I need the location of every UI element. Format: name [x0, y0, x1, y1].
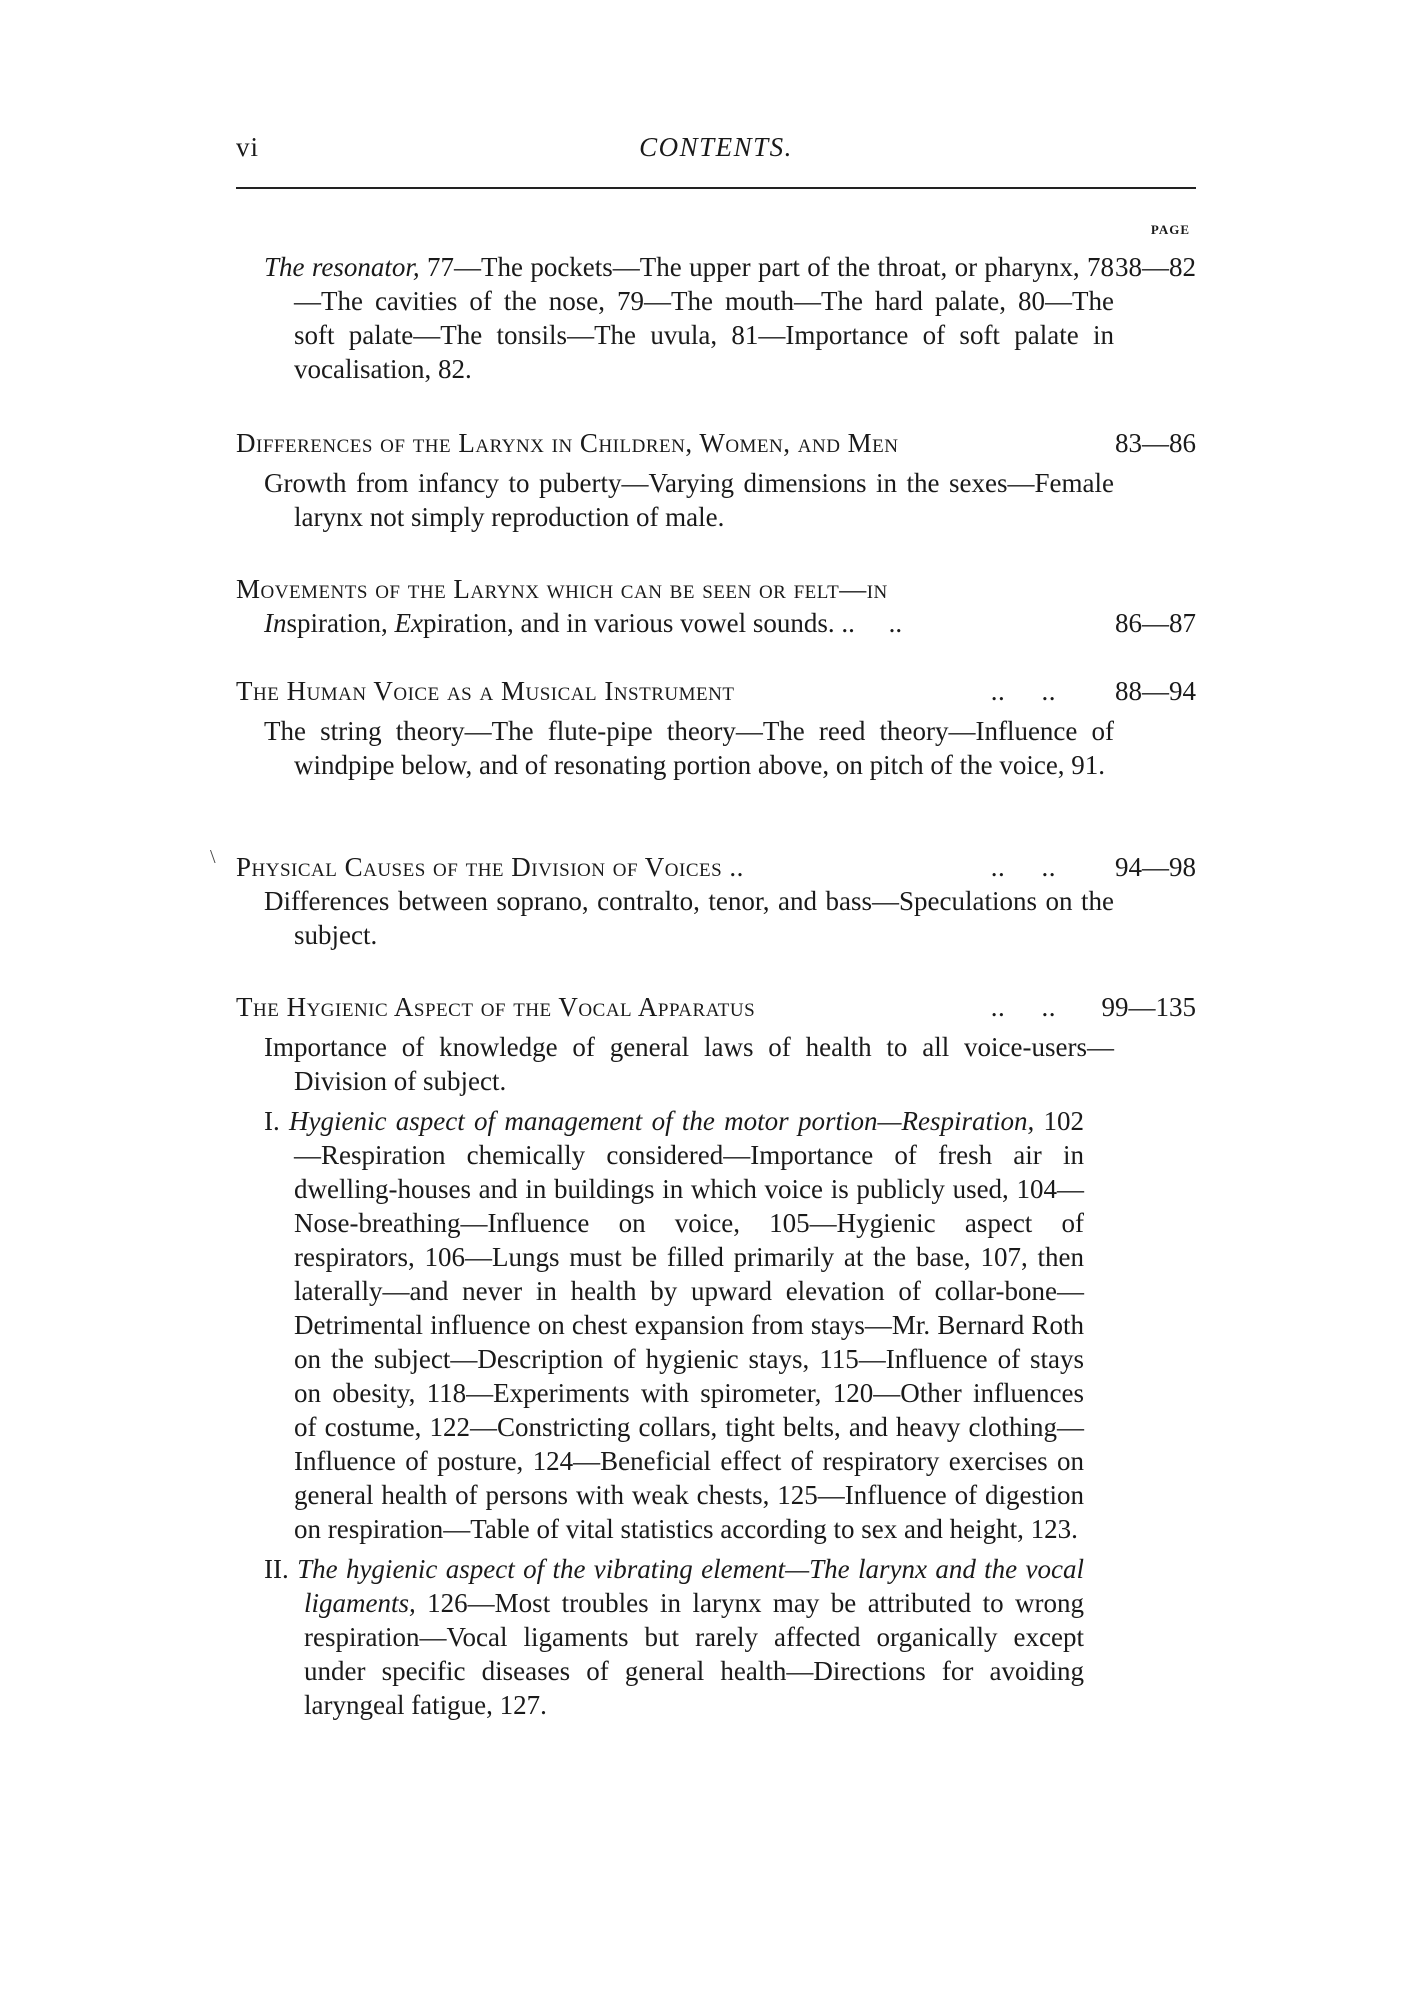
- entry-pages: 99—135: [1101, 992, 1196, 1022]
- section-number: II.: [264, 1554, 289, 1584]
- entry-text: Importance of knowledge of general laws of health to all voice-users—Division of subject.: [264, 1032, 1114, 1096]
- section-i: [236, 1104, 1084, 1546]
- toc-entry-human-voice: [236, 674, 1196, 782]
- page-header: [236, 132, 1196, 172]
- section-number: I.: [264, 1106, 280, 1136]
- entry-dots: .. ..: [990, 992, 1056, 1022]
- running-title: CONTENTS.: [639, 132, 793, 162]
- entry-pages: 86—87: [1115, 608, 1196, 638]
- margin-mark: \: [210, 846, 216, 868]
- entry-text: Differences between soprano, contralto, tenor, and bass—Speculations on the subject.: [264, 886, 1114, 950]
- entry-heading: The Human Voice as a Musical Instrument: [236, 676, 735, 706]
- toc-entry-hygienic: [236, 990, 1196, 1722]
- entry-pages: 94—98: [1115, 852, 1196, 882]
- entry-heading: Movements of the Larynx which can be seen or felt—in: [236, 574, 888, 604]
- section-text: 102—Respiration chemically considered—Importance of fresh air in dwelling-houses and in buildings in which voice is publicly used, 104—Nose-breathing—Influence on voice, 105—Hygienic aspect of respirators, 106—Lungs must be filled primarily at the base, 107, then laterally—and never in health by upward elevation of collar-bone—Detrimental influence on chest expansion from stays—Mr. Bernard Roth on the subject—Description of hygienic stays, 115—Influence of stays on obesity, 118—Experiments with spirometer, 120—Other influences of costume, 122—Constricting collars, tight belts, and heavy clothing—Influence of posture, 124—Beneficial effect of respiratory exercises on general health of persons with weak chests, 125—Influence of digestion on respiration—Table of vital statistics according to sex and height, 123.: [294, 1106, 1085, 1544]
- entry-lead: The resonator,: [264, 252, 420, 282]
- entry-pages: 83—86: [1115, 428, 1196, 458]
- entry-pages: 88—94: [1115, 676, 1196, 706]
- entry-dots: .. ..: [990, 676, 1056, 706]
- folio: vi: [236, 132, 260, 162]
- entry-dots: .. ..: [990, 852, 1056, 882]
- entry-text-c: Ex: [394, 608, 423, 638]
- entry-heading: Differences of the Larynx in Children, Women, and Men: [236, 428, 899, 458]
- entry-text-a: In: [264, 608, 287, 638]
- page-column-label: PAGE: [1150, 222, 1190, 237]
- section-ii: [236, 1552, 1084, 1722]
- entry-text: 77—The pockets—The upper part of the throat, or pharynx, 78—The cavities of the nose, 79—The mouth—The hard palate, 80—The soft palate—The tonsils—The uvula, 81—Importance of soft palate in vocalisation, 82.: [294, 252, 1114, 384]
- toc-entry-resonator: [236, 250, 1196, 386]
- toc-entry-differences: [236, 426, 1196, 534]
- section-lead: The hygienic aspect of the vibrating element—The larynx and the vocal ligaments,: [297, 1554, 1084, 1618]
- entry-text: The string theory—The flute-pipe theory—The reed theory—Influence of windpipe below, and of resonating portion above, on pitch of the voice, 91.: [264, 716, 1114, 780]
- section-lead: Hygienic aspect of management of the motor portion—Respiration,: [289, 1106, 1035, 1136]
- entry-text-d: piration, and in various vowel sounds. .. ..: [422, 608, 903, 638]
- entry-heading: Physical Causes of the Division of Voices ..: [236, 852, 744, 882]
- entry-heading: The Hygienic Aspect of the Vocal Apparatus: [236, 992, 756, 1022]
- toc-entry-movements: [236, 572, 1196, 640]
- entry-pages: 38—82: [1115, 252, 1196, 282]
- entry-text: Growth from infancy to puberty—Varying dimensions in the sexes—Female larynx not simply reproduction of male.: [264, 468, 1114, 532]
- entry-text-b: spiration,: [286, 608, 395, 638]
- header-rule: [236, 187, 1196, 189]
- toc-entry-physical-causes: [236, 850, 1196, 952]
- section-text: 126—Most troubles in larynx may be attributed to wrong respiration—Vocal ligaments but rarely affected organically except under specific diseases of general health—Directions for avoiding laryngeal fatigue, 127.: [304, 1588, 1084, 1720]
